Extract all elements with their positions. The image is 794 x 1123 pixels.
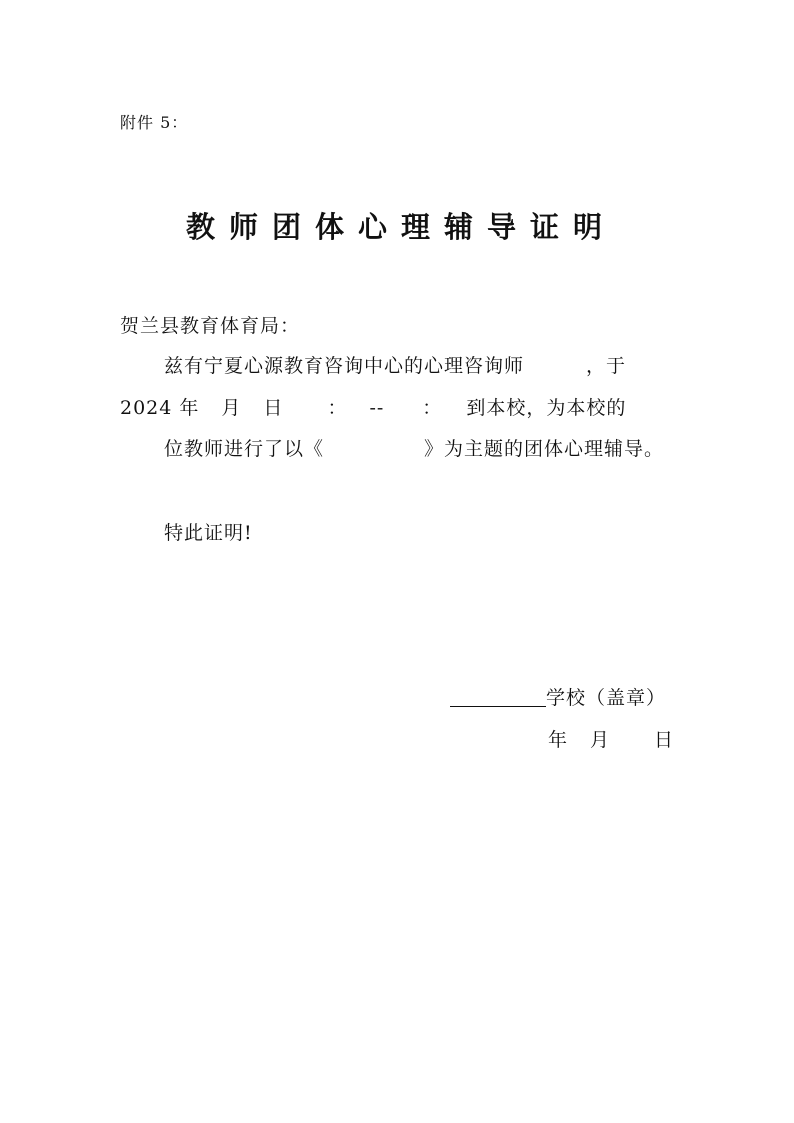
consultant-line-end: ，于 xyxy=(586,355,627,377)
day-text: 日 xyxy=(263,397,284,419)
sig-year-text: 年 xyxy=(548,729,569,751)
body-line-date xyxy=(120,393,626,420)
closing-line: 特此证明! xyxy=(164,522,253,544)
time-colon-2: ： xyxy=(422,397,443,419)
visit-text: 到本校，为本校的 xyxy=(466,397,627,419)
school-stamp-label: 学校（盖章） xyxy=(546,687,667,709)
month-text: 月 xyxy=(221,397,242,419)
school-name-blank xyxy=(450,684,546,707)
school-stamp-line xyxy=(450,683,666,710)
body-line-topic xyxy=(164,434,664,461)
topic-end: 》为主题的团体心理辅导。 xyxy=(424,438,665,460)
attachment-label: 附件 5： xyxy=(120,113,189,132)
signature-date-line xyxy=(548,725,674,752)
topic-start: 位教师进行了以《 xyxy=(164,438,325,460)
time-dash: -- xyxy=(369,397,385,419)
document-title: 教师团体心理辅导证明 xyxy=(186,210,617,244)
year-text: 2024 年 xyxy=(120,397,200,419)
sig-day-text: 日 xyxy=(654,729,675,751)
body-line-consultant xyxy=(164,351,626,378)
time-colon-1: ： xyxy=(327,397,348,419)
sig-month-text: 月 xyxy=(590,729,611,751)
consultant-text: 兹有宁夏心源教育咨询中心的心理咨询师 xyxy=(164,355,525,377)
recipient-line: 贺兰县教育体育局： xyxy=(120,315,301,337)
